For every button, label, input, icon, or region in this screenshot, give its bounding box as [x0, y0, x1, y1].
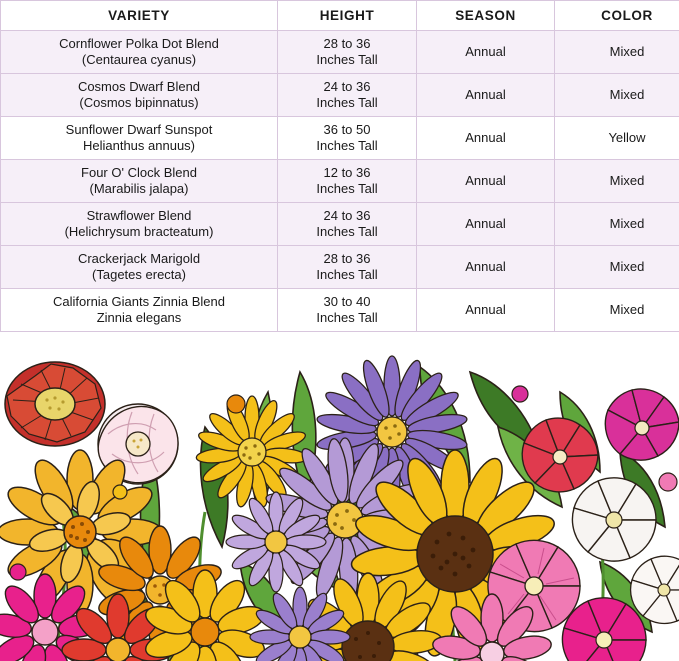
height-range: 28 to 36 — [282, 251, 412, 267]
cell-color: Mixed — [555, 203, 679, 246]
table-row — [1, 246, 679, 289]
variety-common-name: Cornflower Polka Dot Blend — [5, 36, 273, 52]
cell-season: Annual — [417, 289, 555, 332]
cell-color: Mixed — [555, 246, 679, 289]
height-unit: Inches Tall — [282, 267, 412, 283]
variety-common-name: Cosmos Dwarf Blend — [5, 79, 273, 95]
column-header-color: COLOR — [555, 1, 679, 31]
cell-variety — [1, 74, 278, 117]
variety-common-name: Strawflower Blend — [5, 208, 273, 224]
wildflower-illustration-svg — [0, 332, 679, 661]
cell-color: Mixed — [555, 31, 679, 74]
height-range: 24 to 36 — [282, 79, 412, 95]
cell-season: Annual — [417, 160, 555, 203]
cell-variety — [1, 117, 278, 160]
height-range: 36 to 50 — [282, 122, 412, 138]
height-unit: Inches Tall — [282, 181, 412, 197]
strawflower-red — [5, 362, 105, 446]
cell-season: Annual — [417, 31, 555, 74]
column-header-season: SEASON — [417, 1, 555, 31]
cell-color: Yellow — [555, 117, 679, 160]
table-row — [1, 289, 679, 332]
height-unit: Inches Tall — [282, 224, 412, 240]
height-range: 12 to 36 — [282, 165, 412, 181]
cell-height — [278, 246, 417, 289]
cell-variety — [1, 246, 278, 289]
table-row — [1, 74, 679, 117]
variety-botanical-name: Zinnia elegans — [5, 310, 273, 326]
cell-variety — [1, 203, 278, 246]
cell-variety — [1, 160, 278, 203]
cell-variety — [1, 289, 278, 332]
table-row — [1, 203, 679, 246]
height-unit: Inches Tall — [282, 310, 412, 326]
table-row — [1, 160, 679, 203]
wildflower-illustration — [0, 332, 679, 661]
table-header — [1, 1, 679, 31]
height-range: 30 to 40 — [282, 294, 412, 310]
variety-common-name: Four O' Clock Blend — [5, 165, 273, 181]
cell-season: Annual — [417, 74, 555, 117]
cell-season: Annual — [417, 203, 555, 246]
variety-botanical-name: (Centaurea cyanus) — [5, 52, 273, 68]
variety-common-name: Crackerjack Marigold — [5, 251, 273, 267]
height-range: 24 to 36 — [282, 208, 412, 224]
variety-common-name: California Giants Zinnia Blend — [5, 294, 273, 310]
table-row — [1, 117, 679, 160]
variety-botanical-name: (Tagetes erecta) — [5, 267, 273, 283]
cell-season: Annual — [417, 117, 555, 160]
table-row — [1, 31, 679, 74]
column-header-height: HEIGHT — [278, 1, 417, 31]
bloom-center — [126, 432, 150, 456]
cell-height — [278, 31, 417, 74]
magenta-petunia — [605, 389, 679, 460]
strawflower-center — [35, 388, 75, 420]
cell-variety — [1, 31, 278, 74]
variety-botanical-name: (Cosmos bipinnatus) — [5, 95, 273, 111]
height-range: 28 to 36 — [282, 36, 412, 52]
cell-height — [278, 160, 417, 203]
variety-common-name: Sunflower Dwarf Sunspot — [5, 122, 273, 138]
variety-botanical-name: (Marabilis jalapa) — [5, 181, 273, 197]
cell-height — [278, 117, 417, 160]
variety-botanical-name: (Helichrysum bracteatum) — [5, 224, 273, 240]
cell-height — [278, 74, 417, 117]
variety-botanical-name: Helianthus annuus) — [5, 138, 273, 154]
white-petunia — [572, 478, 656, 561]
table-header-row — [1, 1, 679, 31]
cell-height — [278, 203, 417, 246]
height-unit: Inches Tall — [282, 52, 412, 68]
cell-color: Mixed — [555, 289, 679, 332]
table-body — [1, 31, 679, 332]
height-unit: Inches Tall — [282, 95, 412, 111]
height-unit: Inches Tall — [282, 138, 412, 154]
cell-color: Mixed — [555, 160, 679, 203]
cell-color: Mixed — [555, 74, 679, 117]
cell-height — [278, 289, 417, 332]
column-header-variety: VARIETY — [1, 1, 278, 31]
cell-season: Annual — [417, 246, 555, 289]
